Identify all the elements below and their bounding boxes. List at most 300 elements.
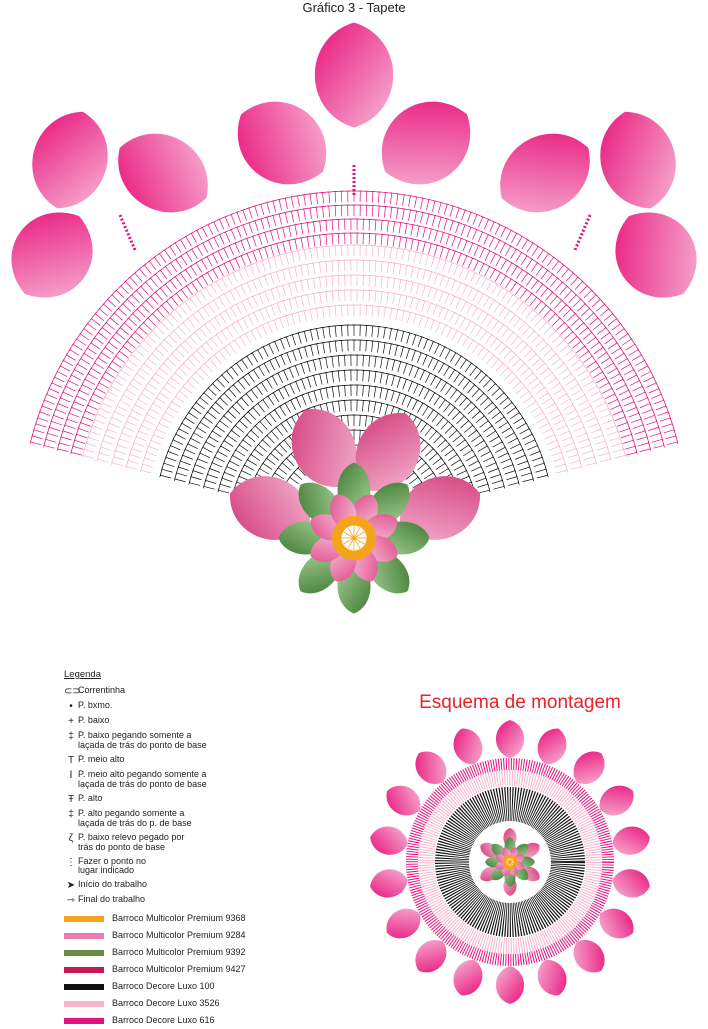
stitch-mark [295, 297, 298, 308]
stitch-bar [438, 395, 441, 397]
stitch-bar [566, 392, 568, 395]
stitch-mark [424, 473, 433, 479]
legend-item [64, 755, 364, 766]
stitch-mark [78, 428, 88, 432]
stitch-mark [248, 299, 253, 309]
stitch-mark [546, 403, 555, 409]
stitch-mark [613, 449, 624, 452]
stitch-bar [111, 461, 112, 465]
stitch-mark [590, 391, 600, 396]
stitch-mark [401, 331, 404, 342]
stitch-mark [646, 383, 656, 388]
stitch-bar [268, 412, 271, 414]
stitch-mark [439, 363, 444, 373]
stitch-bar [330, 356, 334, 357]
stitch-bar [405, 237, 409, 238]
stitch-mark [452, 331, 457, 341]
stitch-bar [311, 278, 315, 279]
stitch-bar [204, 287, 207, 289]
stitch-mark [313, 236, 315, 247]
stitch-bar [425, 422, 428, 424]
stitch-mark [592, 299, 600, 306]
stitch-mark [551, 383, 560, 389]
stitch-mark [395, 330, 397, 341]
stitch-mark [481, 278, 486, 288]
stitch-mark [463, 381, 470, 390]
stitch-mark [313, 222, 314, 233]
stitch-mark [396, 309, 398, 320]
stitch-mark [423, 242, 426, 253]
stitch-bar [93, 336, 95, 339]
center-flower [279, 463, 430, 614]
stitch-bar [203, 323, 206, 325]
stitch-mark [555, 363, 564, 370]
stitch-mark [515, 455, 525, 459]
legend-label: P. bxmo. [78, 701, 112, 711]
stitch-mark [480, 248, 485, 258]
stitch-mark [270, 360, 275, 370]
stitch-mark [83, 455, 94, 458]
color-swatch [64, 1018, 104, 1024]
stitch-bar [421, 212, 425, 213]
stitch-mark [273, 393, 279, 402]
stitch-mark [602, 388, 612, 393]
stitch-mark [569, 384, 578, 390]
stitch-mark [281, 423, 287, 432]
stitch-mark [286, 337, 290, 347]
stitch-bar [65, 353, 67, 356]
stitch-mark [593, 397, 603, 402]
stitch-mark [486, 281, 491, 291]
stitch-bar [396, 208, 400, 209]
stitch-mark [276, 272, 279, 283]
stitch-mark [188, 444, 198, 449]
stitch-mark [180, 273, 186, 282]
stitch-bar [420, 419, 423, 421]
stitch-mark [403, 195, 405, 206]
stitch-bar [305, 294, 309, 295]
stitch-mark [542, 429, 552, 434]
stitch-mark [477, 347, 483, 356]
stitch-mark [374, 387, 376, 398]
flower-petal [494, 859, 509, 871]
stitch-mark [259, 366, 265, 375]
stitch-mark [178, 327, 185, 335]
stitch-mark [644, 377, 654, 382]
stitch-bar [606, 351, 608, 354]
stitch-mark [420, 253, 423, 264]
center-stitch [510, 860, 513, 862]
stitch-mark [440, 232, 443, 243]
stitch-bar [551, 371, 553, 374]
stitch-bar [184, 268, 187, 270]
stitch-bar [201, 306, 204, 308]
stitch-mark [572, 341, 581, 348]
stitch-mark [513, 449, 523, 453]
stitch-mark [546, 274, 553, 283]
stitch-mark [389, 344, 391, 355]
outer-petal [101, 116, 225, 230]
stitch-mark [411, 225, 413, 236]
stitch-mark [99, 453, 110, 456]
stitch-mark [159, 254, 165, 263]
stitch-bar [396, 309, 400, 310]
stitch-mark [540, 368, 549, 375]
stitch-mark [329, 246, 330, 257]
stitch-mark [444, 310, 448, 320]
stitch-mark [218, 490, 229, 493]
stitch-bar [93, 361, 95, 364]
outer-petal [21, 102, 119, 218]
legend-item [64, 731, 364, 751]
stitch-mark [278, 373, 283, 383]
stitch-mark [205, 288, 211, 297]
stitch-mark [90, 431, 100, 435]
stitch-bar [531, 258, 534, 260]
stitch-mark [511, 249, 517, 258]
stitch-bar [463, 376, 466, 378]
stitch-mark [409, 196, 411, 207]
stitch-mark [408, 210, 410, 221]
stitch-bar [522, 416, 524, 419]
stitch-bar [663, 443, 664, 447]
stitch-mark [88, 437, 98, 440]
stitch-mark [516, 270, 522, 279]
stitch-bar [162, 386, 164, 389]
legend-item [64, 686, 364, 697]
stitch-mark [284, 440, 291, 448]
stitch-mark [220, 398, 228, 406]
stitch-mark [571, 277, 578, 285]
stitch-mark [495, 272, 501, 282]
stitch-mark [508, 355, 516, 363]
stitch-mark [265, 307, 269, 317]
stitch-bar [318, 373, 322, 374]
stitch-mark [30, 442, 41, 445]
stitch-mark [221, 446, 230, 452]
stitch-mark [399, 264, 401, 275]
color-swatch [64, 984, 104, 990]
stitch-mark [605, 394, 615, 399]
stitch-mark [488, 384, 496, 392]
stitch-mark [569, 461, 580, 464]
stitch-mark [581, 375, 590, 381]
stitch-mark [437, 259, 440, 269]
stitch-mark [282, 270, 285, 281]
legend-label: Fazer o ponto no lugar indicado [78, 857, 146, 877]
stitch-bar [489, 488, 490, 492]
stitch-mark [326, 277, 327, 288]
stitch-bar [120, 368, 122, 371]
stitch-mark [490, 254, 495, 264]
stitch-mark [186, 252, 192, 261]
stitch-mark [243, 210, 247, 220]
stitch-bar [579, 358, 581, 361]
stitch-mark [413, 314, 416, 325]
stitch-mark [307, 362, 310, 373]
stitch-bar [299, 296, 303, 297]
stitch-mark [105, 435, 115, 439]
stitch-bar [575, 353, 577, 356]
stitch-mark [571, 360, 580, 366]
stitch-bar [107, 341, 109, 344]
stitch-mark [101, 447, 112, 450]
outer-petal [589, 102, 687, 218]
stitch-mark [196, 402, 205, 409]
stitch-bar [273, 409, 276, 411]
stitch-bar [281, 227, 285, 228]
stitch-mark [248, 412, 256, 420]
stitch-mark [615, 353, 624, 359]
legend-color-item [64, 995, 364, 1012]
stitch-bar [390, 308, 394, 309]
stitch-mark [119, 351, 128, 358]
stitch-mark [444, 366, 450, 375]
stitch-bar [623, 327, 625, 330]
dc-back-loop-icon: ‡ [64, 809, 78, 820]
stitch-mark [144, 420, 154, 425]
sc-relief-icon: ζ [64, 833, 78, 844]
stitch-mark [204, 417, 213, 423]
stitch-mark [214, 222, 219, 232]
stitch-mark [80, 334, 89, 340]
stitch-mark [271, 305, 275, 315]
stitch-bar [217, 296, 220, 298]
stitch-mark [191, 377, 199, 384]
stitch-bar [460, 458, 462, 461]
stitch-mark [239, 445, 248, 451]
stitch-mark [137, 309, 145, 317]
stitch-bar [503, 415, 505, 418]
stitch-mark [536, 340, 544, 348]
stitch-mark [148, 359, 157, 366]
stitch-mark [332, 276, 333, 287]
stitch-mark [449, 312, 454, 322]
stitch-mark [71, 375, 81, 380]
stitch-mark [445, 350, 450, 360]
stitch-mark [554, 420, 564, 425]
stitch-bar [318, 292, 322, 293]
stitch-bar [408, 312, 412, 313]
stitch-mark [181, 256, 187, 265]
stitch-mark [479, 375, 486, 383]
stitch-mark [560, 345, 568, 352]
stitch-mark [174, 331, 181, 339]
stitch-mark [275, 358, 280, 368]
stitch-mark [402, 395, 406, 405]
stitch-mark [102, 403, 112, 408]
stitch-bar [233, 339, 236, 341]
stitch-mark [254, 449, 263, 456]
stitch-mark [310, 208, 312, 219]
stitch-mark [557, 265, 564, 274]
stitch-mark [598, 453, 609, 456]
stitch-mark [517, 236, 523, 246]
stitch-mark [572, 421, 582, 426]
stitch-mark [547, 440, 557, 444]
stitch-mark [589, 318, 597, 325]
flower-center [506, 858, 515, 867]
stitch-bar [590, 374, 592, 377]
stitch-mark [635, 392, 645, 397]
stitch-mark [372, 206, 373, 217]
stitch-mark [220, 235, 225, 245]
stitch-mark [443, 403, 450, 412]
stitch-mark [438, 203, 441, 214]
stitch-bar [525, 288, 528, 290]
stitch-mark [596, 377, 605, 383]
stitch-mark [581, 308, 589, 315]
stitch-mark [247, 460, 256, 466]
stitch-mark [237, 227, 241, 237]
stitch-mark [556, 323, 564, 331]
stitch-bar [140, 468, 141, 472]
stitch-mark [307, 279, 309, 290]
stitch-bar [289, 476, 291, 479]
stitch-mark [405, 281, 407, 292]
stitch-mark [305, 347, 308, 358]
stitch-mark [289, 299, 292, 310]
stitch-mark [175, 396, 184, 402]
stitch-mark [224, 393, 232, 401]
stitch-bar [220, 444, 222, 447]
stitch-mark [272, 376, 277, 386]
stitch-bar [174, 395, 176, 398]
stitch-mark [167, 383, 176, 390]
stitch-mark [484, 219, 488, 229]
stitch-mark [465, 363, 471, 372]
stitch-mark [280, 318, 284, 328]
stitch-mark [622, 339, 631, 345]
stitch-mark [221, 331, 227, 340]
stitch-mark [425, 318, 429, 328]
stitch-bar [287, 435, 290, 437]
stitch-mark [160, 270, 167, 279]
stitch-mark [84, 353, 93, 359]
stitch-mark [434, 344, 439, 354]
stitch-mark [148, 318, 156, 326]
stitch-mark [185, 418, 194, 424]
stitch-mark [304, 195, 306, 206]
stitch-mark [183, 386, 192, 393]
stitch-mark [187, 382, 195, 389]
stitch-mark [381, 292, 382, 303]
stitch-mark [160, 393, 169, 399]
stitch-mark [404, 296, 406, 307]
stitch-bar [584, 345, 586, 348]
stitch-mark [405, 265, 407, 276]
stitch-mark [179, 429, 189, 434]
stitch-mark [345, 400, 346, 411]
stitch-bar [531, 242, 534, 244]
stitch-mark [203, 243, 208, 253]
stitch-row [30, 191, 678, 445]
stitch-mark [240, 337, 246, 346]
stitch-mark [457, 283, 461, 293]
stitch-mark [555, 282, 562, 290]
stitch-bar [528, 390, 530, 393]
stitch-bar [483, 439, 485, 442]
stitch-bar [296, 312, 300, 313]
stitch-mark [479, 490, 490, 493]
stitch-mark [122, 433, 132, 437]
stitch-mark [345, 385, 346, 396]
stitch-mark [176, 473, 187, 476]
stitch-mark [88, 405, 98, 410]
stitch-mark [552, 359, 561, 366]
stitch-mark [615, 417, 625, 421]
stitch-mark [425, 427, 432, 436]
stitch-bar [218, 313, 221, 315]
stitch-bar [131, 353, 133, 356]
stitch-mark [595, 441, 605, 444]
stitch-mark [623, 440, 634, 443]
stitch-bar [143, 362, 145, 365]
hdc-back-loop-icon: Ⅰ [64, 770, 78, 781]
stitch-mark [517, 363, 525, 371]
stitch-mark [248, 373, 254, 382]
stitch-mark [283, 301, 286, 311]
stitch-bar [525, 255, 528, 257]
stitch-mark [156, 429, 166, 434]
stitch-mark [225, 217, 229, 227]
stitch-mark [224, 416, 232, 423]
stitch-mark [411, 282, 414, 293]
stitch-mark [541, 288, 548, 297]
stitch-bar [515, 406, 517, 409]
stitch-mark [492, 284, 498, 293]
stitch-mark [313, 263, 315, 274]
stitch-mark [263, 347, 268, 357]
stitch-mark [409, 365, 413, 375]
stitch-bar [452, 448, 454, 451]
stitch-mark [450, 353, 456, 362]
stitch-bar [399, 236, 403, 237]
stitch-mark [651, 394, 661, 398]
stitch-mark [467, 385, 474, 393]
stitch-bar [259, 467, 261, 470]
stitch-bar [411, 297, 415, 298]
stitch-mark [524, 396, 533, 402]
stitch-mark [308, 377, 311, 387]
stitch-mark [455, 356, 461, 365]
stitch-mark [506, 332, 513, 340]
stitch-mark [593, 323, 602, 330]
stitch-mark [551, 452, 561, 456]
stitch-mark [108, 299, 116, 306]
stitch-bar [287, 240, 291, 241]
stitch-mark [469, 461, 479, 466]
stitch-bar [380, 403, 384, 404]
stitch-mark [99, 383, 109, 388]
stitch-mark [479, 217, 483, 227]
stitch-mark [420, 198, 422, 209]
stitch-bar [265, 457, 267, 460]
stitch-bar [415, 211, 419, 212]
stitch-mark [412, 400, 417, 410]
stitch-mark [369, 233, 370, 244]
stitch-mark [224, 472, 234, 476]
stitch-bar [159, 391, 161, 394]
stitch-mark [216, 281, 221, 291]
stitch-mark [280, 255, 283, 266]
stitch-mark [195, 465, 205, 469]
stitch-mark [428, 272, 431, 283]
stitch-mark [522, 240, 528, 249]
stitch-mark [348, 415, 349, 426]
stitch-mark [191, 477, 202, 480]
legend-color-item [64, 927, 364, 944]
